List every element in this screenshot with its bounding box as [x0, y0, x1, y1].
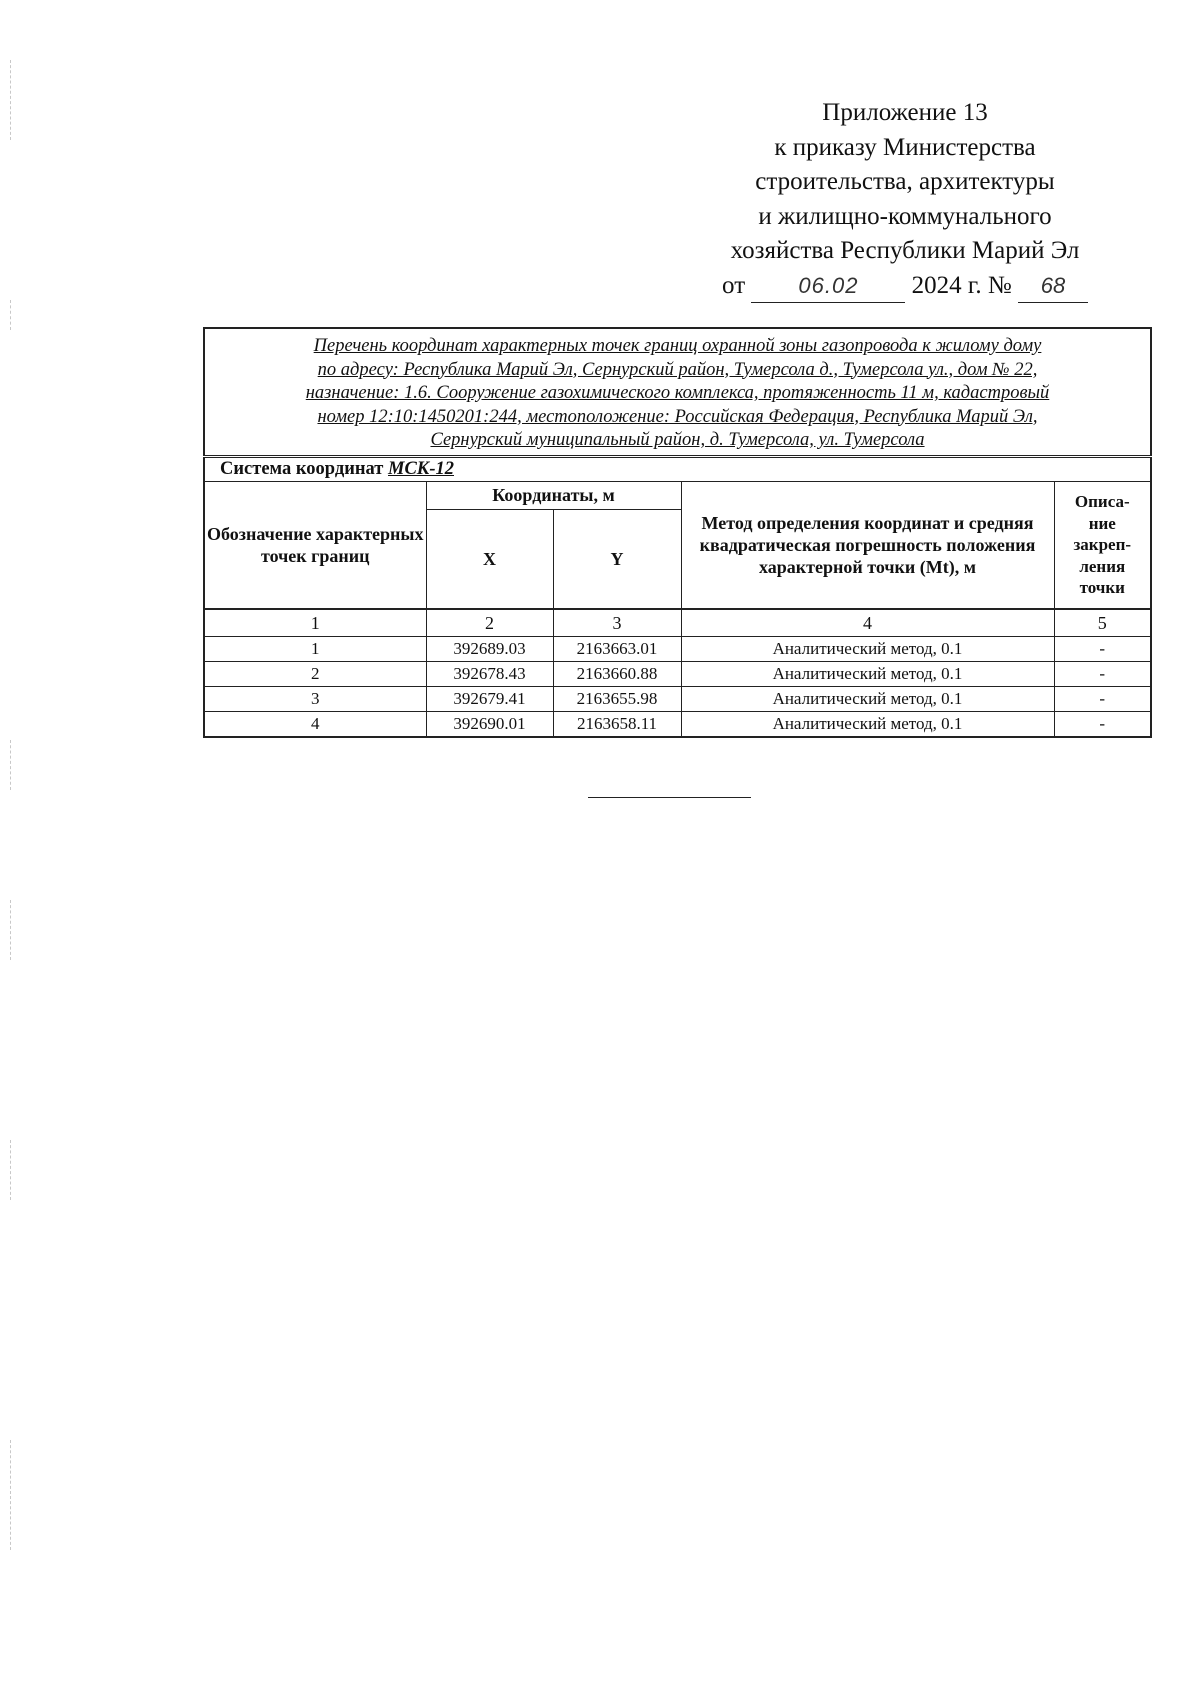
scan-edge-mark: [10, 1140, 11, 1200]
table-title-line: назначение: 1.6. Сооружение газохимического комплекса, протяженность 11 м, кадастровый: [305, 383, 1050, 403]
cell-x: 392679.41: [426, 687, 553, 712]
column-number: 1: [204, 609, 426, 637]
header-y: Y: [553, 509, 681, 609]
column-number: 5: [1054, 609, 1151, 637]
table-row: [204, 637, 1151, 662]
cell-description: -: [1054, 687, 1151, 712]
coordinate-system: [204, 456, 1151, 481]
table-title-line: Перечень координат характерных точек границ охранной зоны газопровода к жилому дому: [313, 336, 1042, 356]
header-coordinates: Координаты, м: [426, 481, 681, 509]
table-title-line: по адресу: Республика Марий Эл, Сернурский район, Тумерсола д., Тумерсола ул., дом № 22,: [317, 359, 1038, 380]
coordinates-table: [203, 327, 1152, 738]
appendix-title: Приложение 13: [822, 99, 988, 126]
handwritten-date: 06.02: [751, 272, 905, 303]
column-number-row: [204, 609, 1151, 637]
appendix-republic-line: хозяйства Республики Марий Эл: [730, 237, 1080, 264]
header-designation: Обозначение характерных точек границ: [204, 481, 426, 609]
cell-y: 2163660.88: [553, 662, 681, 687]
cell-x: 392689.03: [426, 637, 553, 662]
cell-point: 2: [204, 662, 426, 687]
header-description: Описа-ние закреп-ления точки: [1054, 481, 1151, 609]
cell-method: Аналитический метод, 0.1: [681, 687, 1054, 712]
cell-method: Аналитический метод, 0.1: [681, 637, 1054, 662]
appendix-order-line: к приказу Министерства: [774, 133, 1036, 161]
cell-point: 4: [204, 712, 426, 738]
scan-edge-mark: [10, 1440, 11, 1550]
cell-x: 392678.43: [426, 662, 553, 687]
date-prefix: от: [722, 271, 746, 299]
header-x: X: [426, 509, 553, 609]
cell-method: Аналитический метод, 0.1: [681, 712, 1054, 738]
cell-x: 392690.01: [426, 712, 553, 738]
header-method: Метод определения координат и средняя квадратическая погрешность положения характерной точки (Mt), м: [681, 481, 1054, 609]
scan-edge-mark: [10, 900, 11, 960]
table-row: [204, 712, 1151, 738]
cell-y: 2163663.01: [553, 637, 681, 662]
handwritten-order-number: 68: [1018, 272, 1088, 303]
appendix-ministry-line: строительства, архитектуры: [755, 168, 1055, 195]
appendix-header: [690, 96, 1120, 303]
table-row: [204, 687, 1151, 712]
table-row: [204, 662, 1151, 687]
scan-edge-mark: [10, 300, 11, 330]
cell-y: 2163655.98: [553, 687, 681, 712]
coordinate-system-label: Система координат: [220, 458, 384, 479]
cell-point: 3: [204, 687, 426, 712]
table-title: [204, 328, 1151, 456]
column-number: 2: [426, 609, 553, 637]
cell-method: Аналитический метод, 0.1: [681, 662, 1054, 687]
table-title-line: Сернурский муниципальный район, д. Тумерсола, ул. Тумерсола: [430, 430, 925, 450]
cell-description: -: [1054, 712, 1151, 738]
column-number: 3: [553, 609, 681, 637]
appendix-ministry-line-2: и жилищно-коммунального: [758, 202, 1052, 230]
order-year: 2024 г. №: [911, 271, 1012, 299]
end-of-document-line: [588, 797, 751, 798]
cell-description: -: [1054, 637, 1151, 662]
cell-point: 1: [204, 637, 426, 662]
cell-description: -: [1054, 662, 1151, 687]
appendix-date-line: [690, 269, 1120, 304]
table-title-line: номер 12:10:1450201:244, местоположение: Российская Федерация, Республика Марий Эл,: [317, 406, 1038, 427]
coordinate-system-value: МСК-12: [388, 458, 454, 479]
scan-edge-mark: [10, 740, 11, 790]
column-number: 4: [681, 609, 1054, 637]
scan-edge-mark: [10, 60, 11, 140]
cell-y: 2163658.11: [553, 712, 681, 738]
